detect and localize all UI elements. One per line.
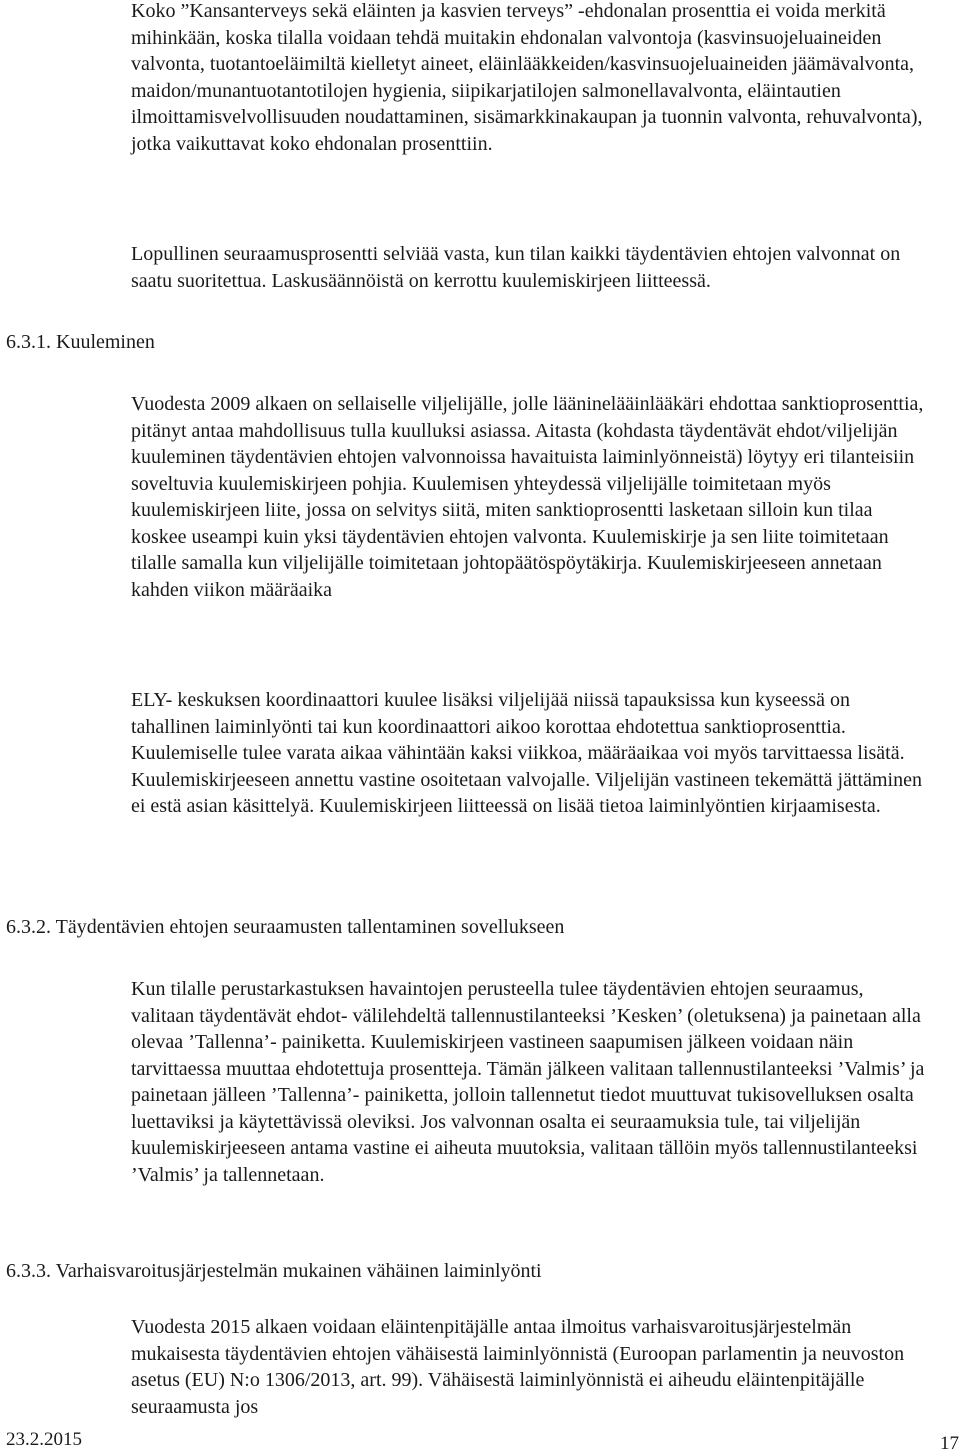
section-heading-kuuleminen: 6.3.1. Kuuleminen [6,331,155,353]
section-heading-tallentaminen: 6.3.2. Täydentävien ehtojen seuraamusten tallentaminen sovellukseen [6,916,565,938]
paragraph-tallentaminen-ohje: Kun tilalle perustarkastuksen havaintojen perusteella tulee täydentävien ehtojen seuraamus, valitaan täydentävät ehdot- välilehdeltä tallennustilanteeksi ’Kesken’ (oletuksena) ja painetaan alla olevaa ’Tallenna’- painiketta. Kuulemiskirjeen vastineen saapumisen jälkeen voidaan näin tarvittaessa muuttaa ehdotettuja prosentteja. Tämän jälkeen valitaan tallennustilanteeksi ’Valmis’ ja painetaan jälleen ’Tallenna’- painiketta, jolloin tallennetut tiedot muuttuvat tukisovelluksen osalta luettaviksi ja käytettävissä oleviksi. Jos valvonnan osalta ei seuraamuksia tule, tai viljelijän kuulemiskirjeeseen antama vastine ei aiheuta muutoksia, valitaan tällöin myös tallennustilanteeksi ’Valmis’ ja tallennetaan. [131,978,925,1186]
paragraph-kuuleminen-2009: Vuodesta 2009 alkaen on sellaiselle viljelijälle, jolle lääninelääinlääkäri ehdottaa sanktioprosenttia, pitänyt antaa mahdollisuus tulla kuulluksi asiassa. Aitasta (kohdasta täydentävät ehdot/viljelijän kuuleminen täydentävien ehtojen valvonnoissa havaituista laiminlyönneistä) löytyy eri tilanteisiin soveltuvia kuulemiskirjeen pohjia. Kuulemisen yhteydessä viljelijälle toimitetaan myös kuulemiskirjeen liite, jossa on selvitys siitä, miten sanktioprosentti lasketaan silloin kun tilaa koskee useampi kuin yksi täydentävien ehtojen valvonta. Kuulemiskirje ja sen liite toimitetaan tilalle samalla kun viljelijälle toimitetaan johtopäätöspöytäkirja. Kuulemiskirjeeseen annetaan kahden viikon määräaika [131,393,924,601]
footer-date: 23.2.2015 [6,1429,82,1450]
section-heading-varhaisvaroitus: 6.3.3. Varhaisvaroitusjärjestelmän mukainen vähäinen laiminlyönti [6,1260,542,1282]
page-number: 17 [940,1433,959,1454]
paragraph-ehdonala-prosentti: Koko ”Kansanterveys sekä eläinten ja kasvien terveys” -ehdonalan prosenttia ei voida merkitä mihinkään, koska tilalla voidaan tehdä muitakin ehdonalan valvontoja (kasvinsuojeluaineiden valvonta, tuotantoeläimiltä kielletyt aineet, eläinlääkkeiden/kasvinsuojeluaineiden jäämävalvonta, maidon/munantuotantotilojen hygienia, siipikarjatilojen salmonellavalvonta, eläintautien ilmoittamisvelvollisuuden noudattaminen, sisämarkkinakaupan ja tuonnin valvonta, rehuvalvonta), jotka vaikuttavat koko ehdonalan prosenttiin. [131,0,923,155]
paragraph-lopullinen-seuraamusprosentti: Lopullinen seuraamusprosentti selviää vasta, kun tilan kaikki täydentävien ehtojen valvonnat on saatu suoritettua. Laskusäännöistä on kerrottu kuulemiskirjeen liitteessä. [131,243,901,292]
paragraph-ely-koordinaattori: ELY- keskuksen koordinaattori kuulee lisäksi viljelijää niissä tapauksissa kun kyseessä on tahallinen laiminlyönti tai kun koordinaattori aikoo korottaa ehdotettua sanktioprosenttia. Kuulemiselle tulee varata aikaa vähintään kaksi viikkoa, määräaikaa voi myös tarvittaessa lisätä. Kuulemiskirjeeseen annettu vastine osoitetaan valvojalle. Viljelijän vastineen tekemättä jättäminen ei estä asian käsittelyä. Kuulemiskirjeen liitteessä on lisää tietoa laiminlyöntien kirjaamisesta. [131,689,922,817]
paragraph-varhaisvaroitus: Vuodesta 2015 alkaen voidaan eläintenpitäjälle antaa ilmoitus varhaisvaroitusjärjestelmän mukaisesta täydentävien ehtojen vähäisestä laiminlyönnistä (Euroopan parlamentin ja neuvoston asetus (EU) N:o 1306/2013, art. 99). Vähäisestä laiminlyönnistä ei aiheudu eläintenpitäjälle seuraamusta jos [131,1316,905,1418]
